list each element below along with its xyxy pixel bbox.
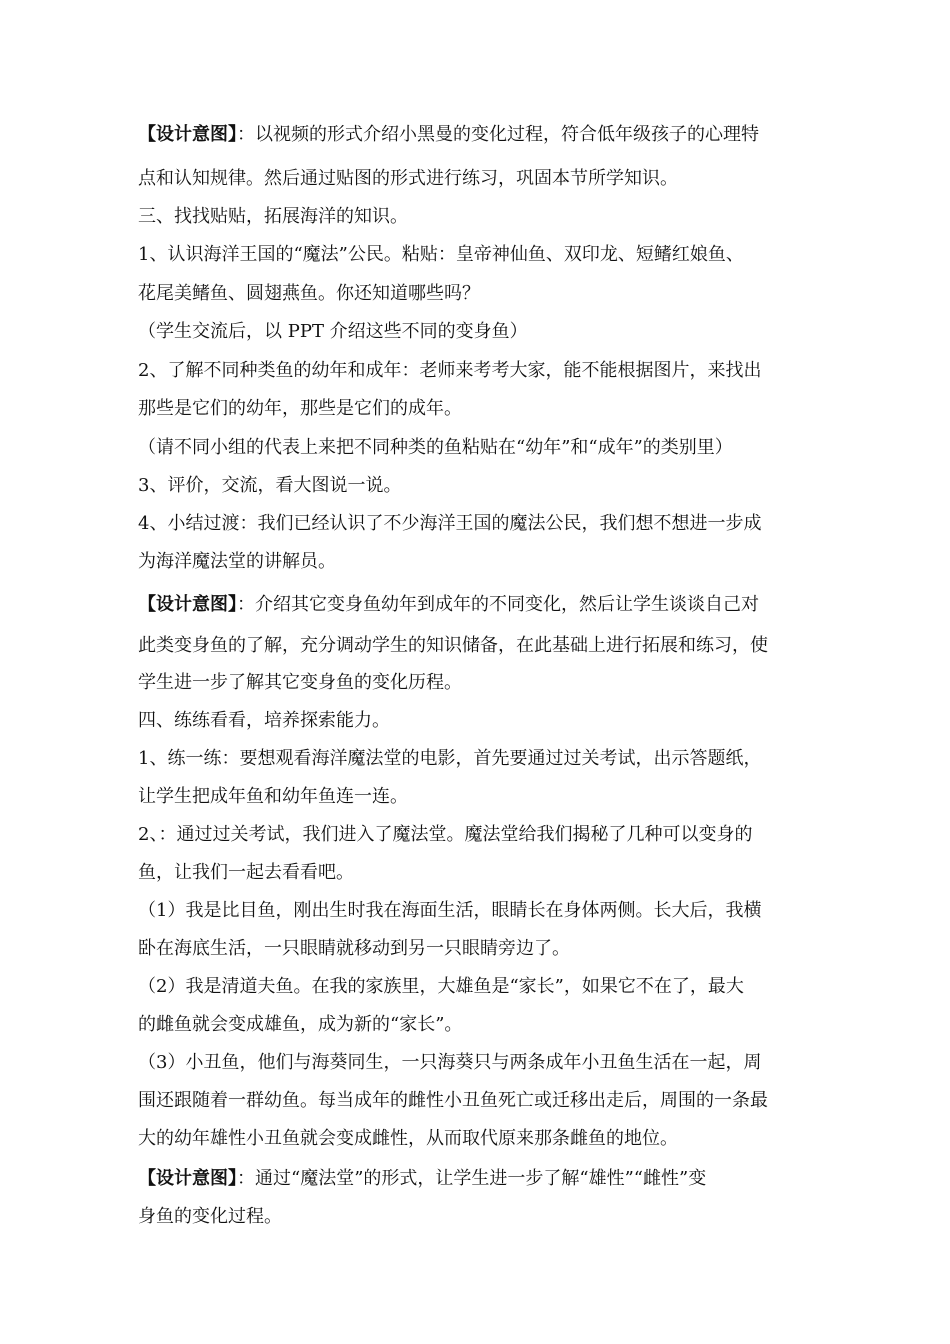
section-4-title: 四、练练看看，培养探索能力。 bbox=[138, 710, 390, 731]
s3-item-4-line-1: 4、小结过渡：我们已经认识了不少海洋王国的魔法公民，我们想不想进一步成 bbox=[138, 513, 762, 534]
s3-item-1-note: （学生交流后，以 PPT 介绍这些不同的变身鱼） bbox=[138, 321, 528, 342]
design-intent-3-line-2: 身鱼的变化过程。 bbox=[138, 1206, 282, 1227]
s4-item-2-line-2: 鱼，让我们一起去看看吧。 bbox=[138, 862, 354, 883]
fish-1-line-2: 卧在海底生活，一只眼睛就移动到另一只眼睛旁边了。 bbox=[138, 938, 570, 959]
design-intent-text: ：通过“魔法堂”的形式，让学生进一步了解“雄性”“雌性”变 bbox=[237, 1168, 707, 1189]
fish-2-line-2: 的雌鱼就会变成雄鱼，成为新的“家长”。 bbox=[138, 1014, 463, 1035]
fish-3-line-3: 大的幼年雄性小丑鱼就会变成雌性，从而取代原来那条雌鱼的地位。 bbox=[138, 1128, 678, 1149]
s4-item-1-line-2: 让学生把成年鱼和幼年鱼连一连。 bbox=[138, 786, 408, 807]
s3-item-4-line-2: 为海洋魔法堂的讲解员。 bbox=[138, 551, 336, 572]
s3-item-2-line-1: 2、了解不同种类鱼的幼年和成年：老师来考考大家，能不能根据图片，来找出 bbox=[138, 360, 762, 381]
fish-3-line-1: （3）小丑鱼，他们与海葵同生，一只海葵只与两条成年小丑鱼生活在一起，周 bbox=[138, 1052, 762, 1073]
s3-item-1-line-2: 花尾美鳍鱼、圆翅燕鱼。你还知道哪些吗？ bbox=[138, 283, 480, 304]
design-intent-text: ：介绍其它变身鱼幼年到成年的不同变化，然后让学生谈谈自己对 bbox=[237, 594, 759, 615]
s3-item-2-note: （请不同小组的代表上来把不同种类的鱼粘贴在“幼年”和“成年”的类别里） bbox=[138, 437, 733, 458]
design-intent-label: 【设计意图】 bbox=[138, 1168, 237, 1189]
design-intent-text: ：以视频的形式介绍小黑曼的变化过程，符合低年级孩子的心理特 bbox=[237, 124, 759, 145]
design-intent-label: 【设计意图】 bbox=[138, 594, 237, 615]
design-intent-label: 【设计意图】 bbox=[138, 124, 237, 145]
design-intent-1-line-2: 点和认知规律。然后通过贴图的形式进行练习，巩固本节所学知识。 bbox=[138, 168, 678, 189]
design-intent-2-line-1 bbox=[138, 593, 759, 617]
s4-item-2-line-1: 2、：通过过关考试，我们进入了魔法堂。魔法堂给我们揭秘了几种可以变身的 bbox=[138, 824, 753, 845]
fish-2-line-1: （2）我是清道夫鱼。在我的家族里，大雄鱼是“家长”，如果它不在了，最大 bbox=[138, 976, 744, 997]
s3-item-1-line-1: 1、认识海洋王国的“魔法”公民。粘贴：皇帝神仙鱼、双印龙、短鳍红娘鱼、 bbox=[138, 244, 744, 265]
s3-item-3: 3、评价，交流，看大图说一说。 bbox=[138, 475, 402, 496]
design-intent-2-line-2: 此类变身鱼的了解，充分调动学生的知识储备，在此基础上进行拓展和练习，使 bbox=[138, 635, 768, 656]
section-3-title: 三、找找贴贴，拓展海洋的知识。 bbox=[138, 206, 408, 227]
design-intent-3-line-1 bbox=[138, 1167, 706, 1191]
s4-item-1-line-1: 1、练一练：要想观看海洋魔法堂的电影，首先要通过过关考试，出示答题纸， bbox=[138, 748, 762, 769]
fish-3-line-2: 围还跟随着一群幼鱼。每当成年的雌性小丑鱼死亡或迁移出走后，周围的一条最 bbox=[138, 1090, 768, 1111]
s3-item-2-line-2: 那些是它们的幼年，那些是它们的成年。 bbox=[138, 398, 462, 419]
design-intent-1-line-1 bbox=[138, 123, 759, 147]
design-intent-2-line-3: 学生进一步了解其它变身鱼的变化历程。 bbox=[138, 672, 462, 693]
fish-1-line-1: （1）我是比目鱼，刚出生时我在海面生活，眼睛长在身体两侧。长大后，我横 bbox=[138, 900, 762, 921]
